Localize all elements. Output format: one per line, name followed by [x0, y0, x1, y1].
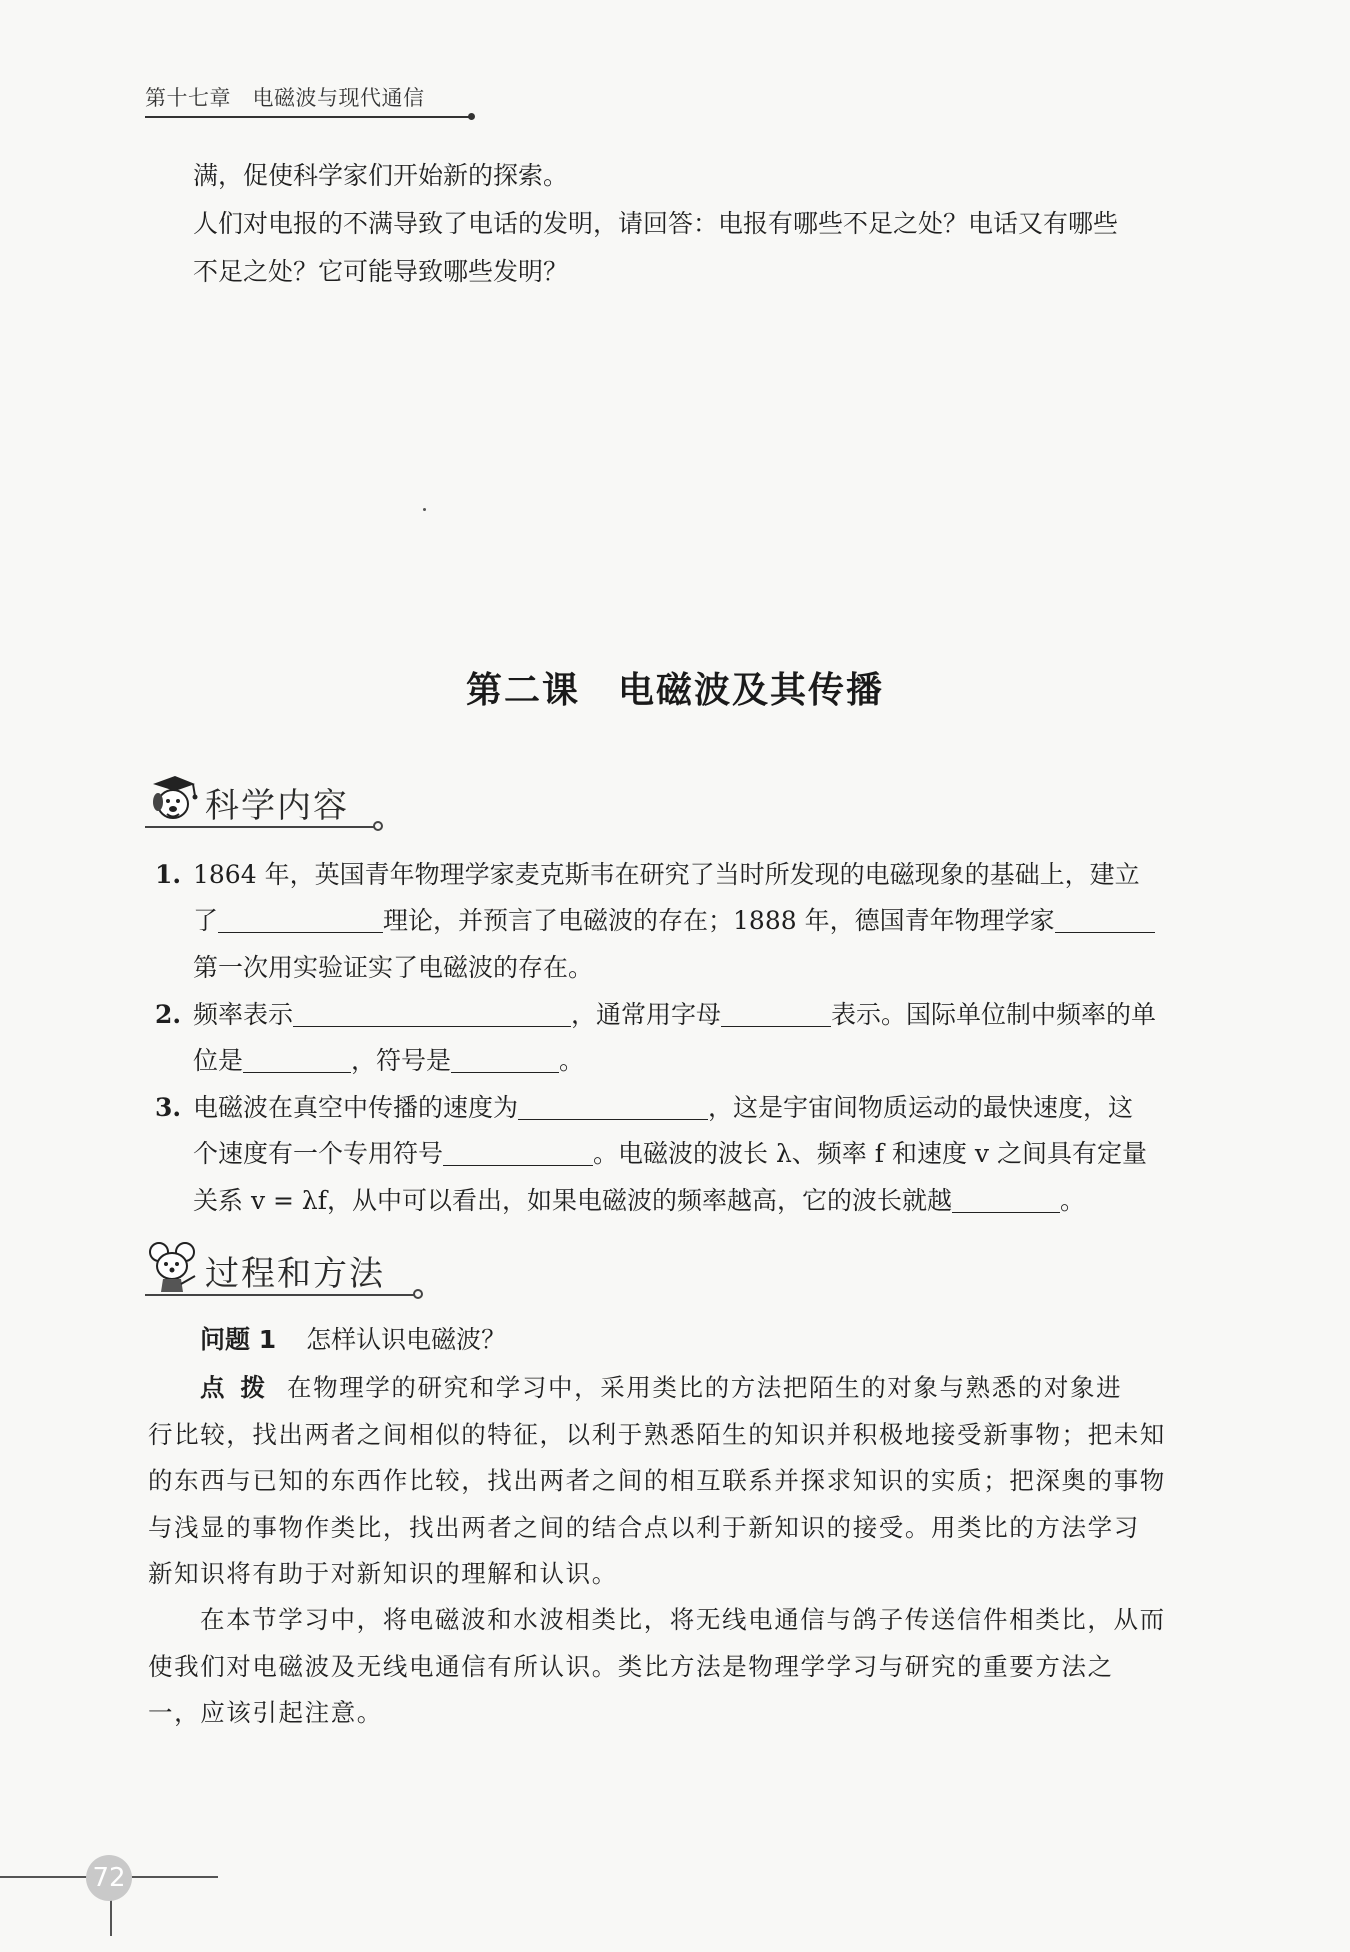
fill-blank[interactable]	[952, 1186, 1060, 1213]
header-rule	[145, 116, 470, 118]
section-end-circle	[373, 821, 383, 831]
prose-line: 使我们对电磁波及无线电通信有所认识。类比方法是物理学学习与研究的重要方法之	[148, 1651, 1114, 1681]
item-number: 2.	[155, 1000, 182, 1029]
section-end-circle	[413, 1289, 423, 1299]
question-number: 问题 1	[200, 1325, 277, 1354]
fill-blank[interactable]	[451, 1046, 559, 1073]
prose-line: 新知识将有助于对新知识的理解和认识。	[148, 1559, 618, 1588]
text-run: 。电磁波的波长 λ、频率 f 和速度 v 之间具有定量	[593, 1139, 1147, 1168]
prose-line: 一，应该引起注意。	[148, 1698, 383, 1727]
section-label: 科学内容	[205, 786, 349, 826]
header-dot	[468, 113, 475, 120]
fill-blank[interactable]	[721, 1000, 831, 1027]
tip-paragraph	[148, 1365, 1218, 1598]
item-line	[193, 898, 1155, 945]
item-line: 第一次用实验证实了电磁波的存在。	[193, 953, 594, 982]
fill-blank[interactable]	[1055, 906, 1155, 933]
text-run: 。	[559, 1046, 585, 1075]
fill-blank[interactable]	[243, 1046, 351, 1073]
intro-line: 不足之处？它可能导致哪些发明？	[193, 257, 569, 286]
text-run: 。	[1060, 1186, 1086, 1215]
lesson-title: 第二课 电磁波及其传播	[465, 670, 884, 711]
text-run: ，符号是	[351, 1046, 452, 1075]
professor-dog-icon	[145, 772, 201, 828]
section-header-science-content	[145, 772, 385, 832]
prose-line: 在本节学习中，将电磁波和水波相类比，将无线电通信与鸽子传送信件相类比，从而	[200, 1605, 1166, 1634]
fill-blank[interactable]	[218, 906, 383, 933]
page-number: 72	[86, 1855, 132, 1901]
fill-blank[interactable]	[293, 1000, 571, 1027]
text-run: ，这是宇宙间物质运动的最快速度，这	[708, 1093, 1134, 1122]
item-line	[193, 1038, 584, 1085]
item-line	[193, 1085, 1133, 1132]
prose-line: 与浅显的事物作类比，找出两者之间的结合点以利于新知识的接受。用类比的方法学习	[148, 1512, 1140, 1542]
text-run: 了	[193, 906, 219, 935]
fill-blank[interactable]	[518, 1093, 708, 1120]
item-line	[193, 1178, 1085, 1225]
item-number: 3.	[155, 1093, 182, 1122]
fill-blank[interactable]	[443, 1139, 593, 1166]
text-run: 电磁波在真空中传播的速度为	[193, 1093, 519, 1122]
text-run: 频率表示	[193, 1000, 294, 1029]
prose-line: 的东西与已知的东西作比较，找出两者之间的相互联系并探求知识的实质；把深奥的事物	[148, 1466, 1166, 1495]
question-item-1	[155, 852, 1215, 992]
tip-label: 点拨	[200, 1373, 281, 1402]
section-label: 过程和方法	[205, 1254, 385, 1294]
intro-paragraph	[193, 152, 1118, 296]
text-run: 在物理学的研究和学习中，采用类比的方法把陌生的对象与熟悉的对象进	[287, 1373, 1123, 1402]
text-run: 位是	[193, 1046, 244, 1075]
item-line	[193, 1131, 1147, 1178]
prose-line: 行比较，找出两者之间相似的特征，以利于熟悉陌生的知识并积极地接受新事物；把未知	[148, 1419, 1166, 1449]
intro-line: 满，促使科学家们开始新的探索。	[193, 161, 569, 190]
question-item-3	[155, 1085, 1215, 1225]
section-rule	[145, 826, 375, 828]
section-header-process-method	[145, 1240, 385, 1300]
running-header	[145, 82, 475, 122]
prose-line	[148, 1365, 1218, 1412]
question-text: 怎样认识电磁波？	[306, 1325, 507, 1354]
item-line: 1864 年，英国青年物理学家麦克斯韦在研究了当时所发现的电磁现象的基础上，建立	[193, 860, 1140, 889]
item-line	[193, 992, 1156, 1039]
intro-line: 人们对电报的不满导致了电话的发明，请回答：电报有哪些不足之处？电话又有哪些	[193, 209, 1119, 238]
section-rule	[145, 1294, 415, 1296]
text-run: 个速度有一个专用符号	[193, 1139, 444, 1168]
mouse-mascot-icon	[145, 1240, 201, 1296]
text-run: 理论，并预言了电磁波的存在；1888 年，德国青年物理学家	[383, 906, 1055, 935]
analogy-paragraph	[148, 1597, 1218, 1737]
question-heading	[200, 1320, 506, 1356]
print-speck	[423, 508, 426, 511]
item-number: 1.	[155, 860, 182, 889]
text-run: 表示。国际单位制中频率的单	[831, 1000, 1157, 1029]
question-item-2	[155, 992, 1215, 1086]
chapter-title: 第十七章 电磁波与现代通信	[145, 86, 425, 110]
text-run: ，通常用字母	[571, 1000, 722, 1029]
text-run: 关系 v = λf，从中可以看出，如果电磁波的频率越高，它的波长就越	[193, 1186, 953, 1215]
